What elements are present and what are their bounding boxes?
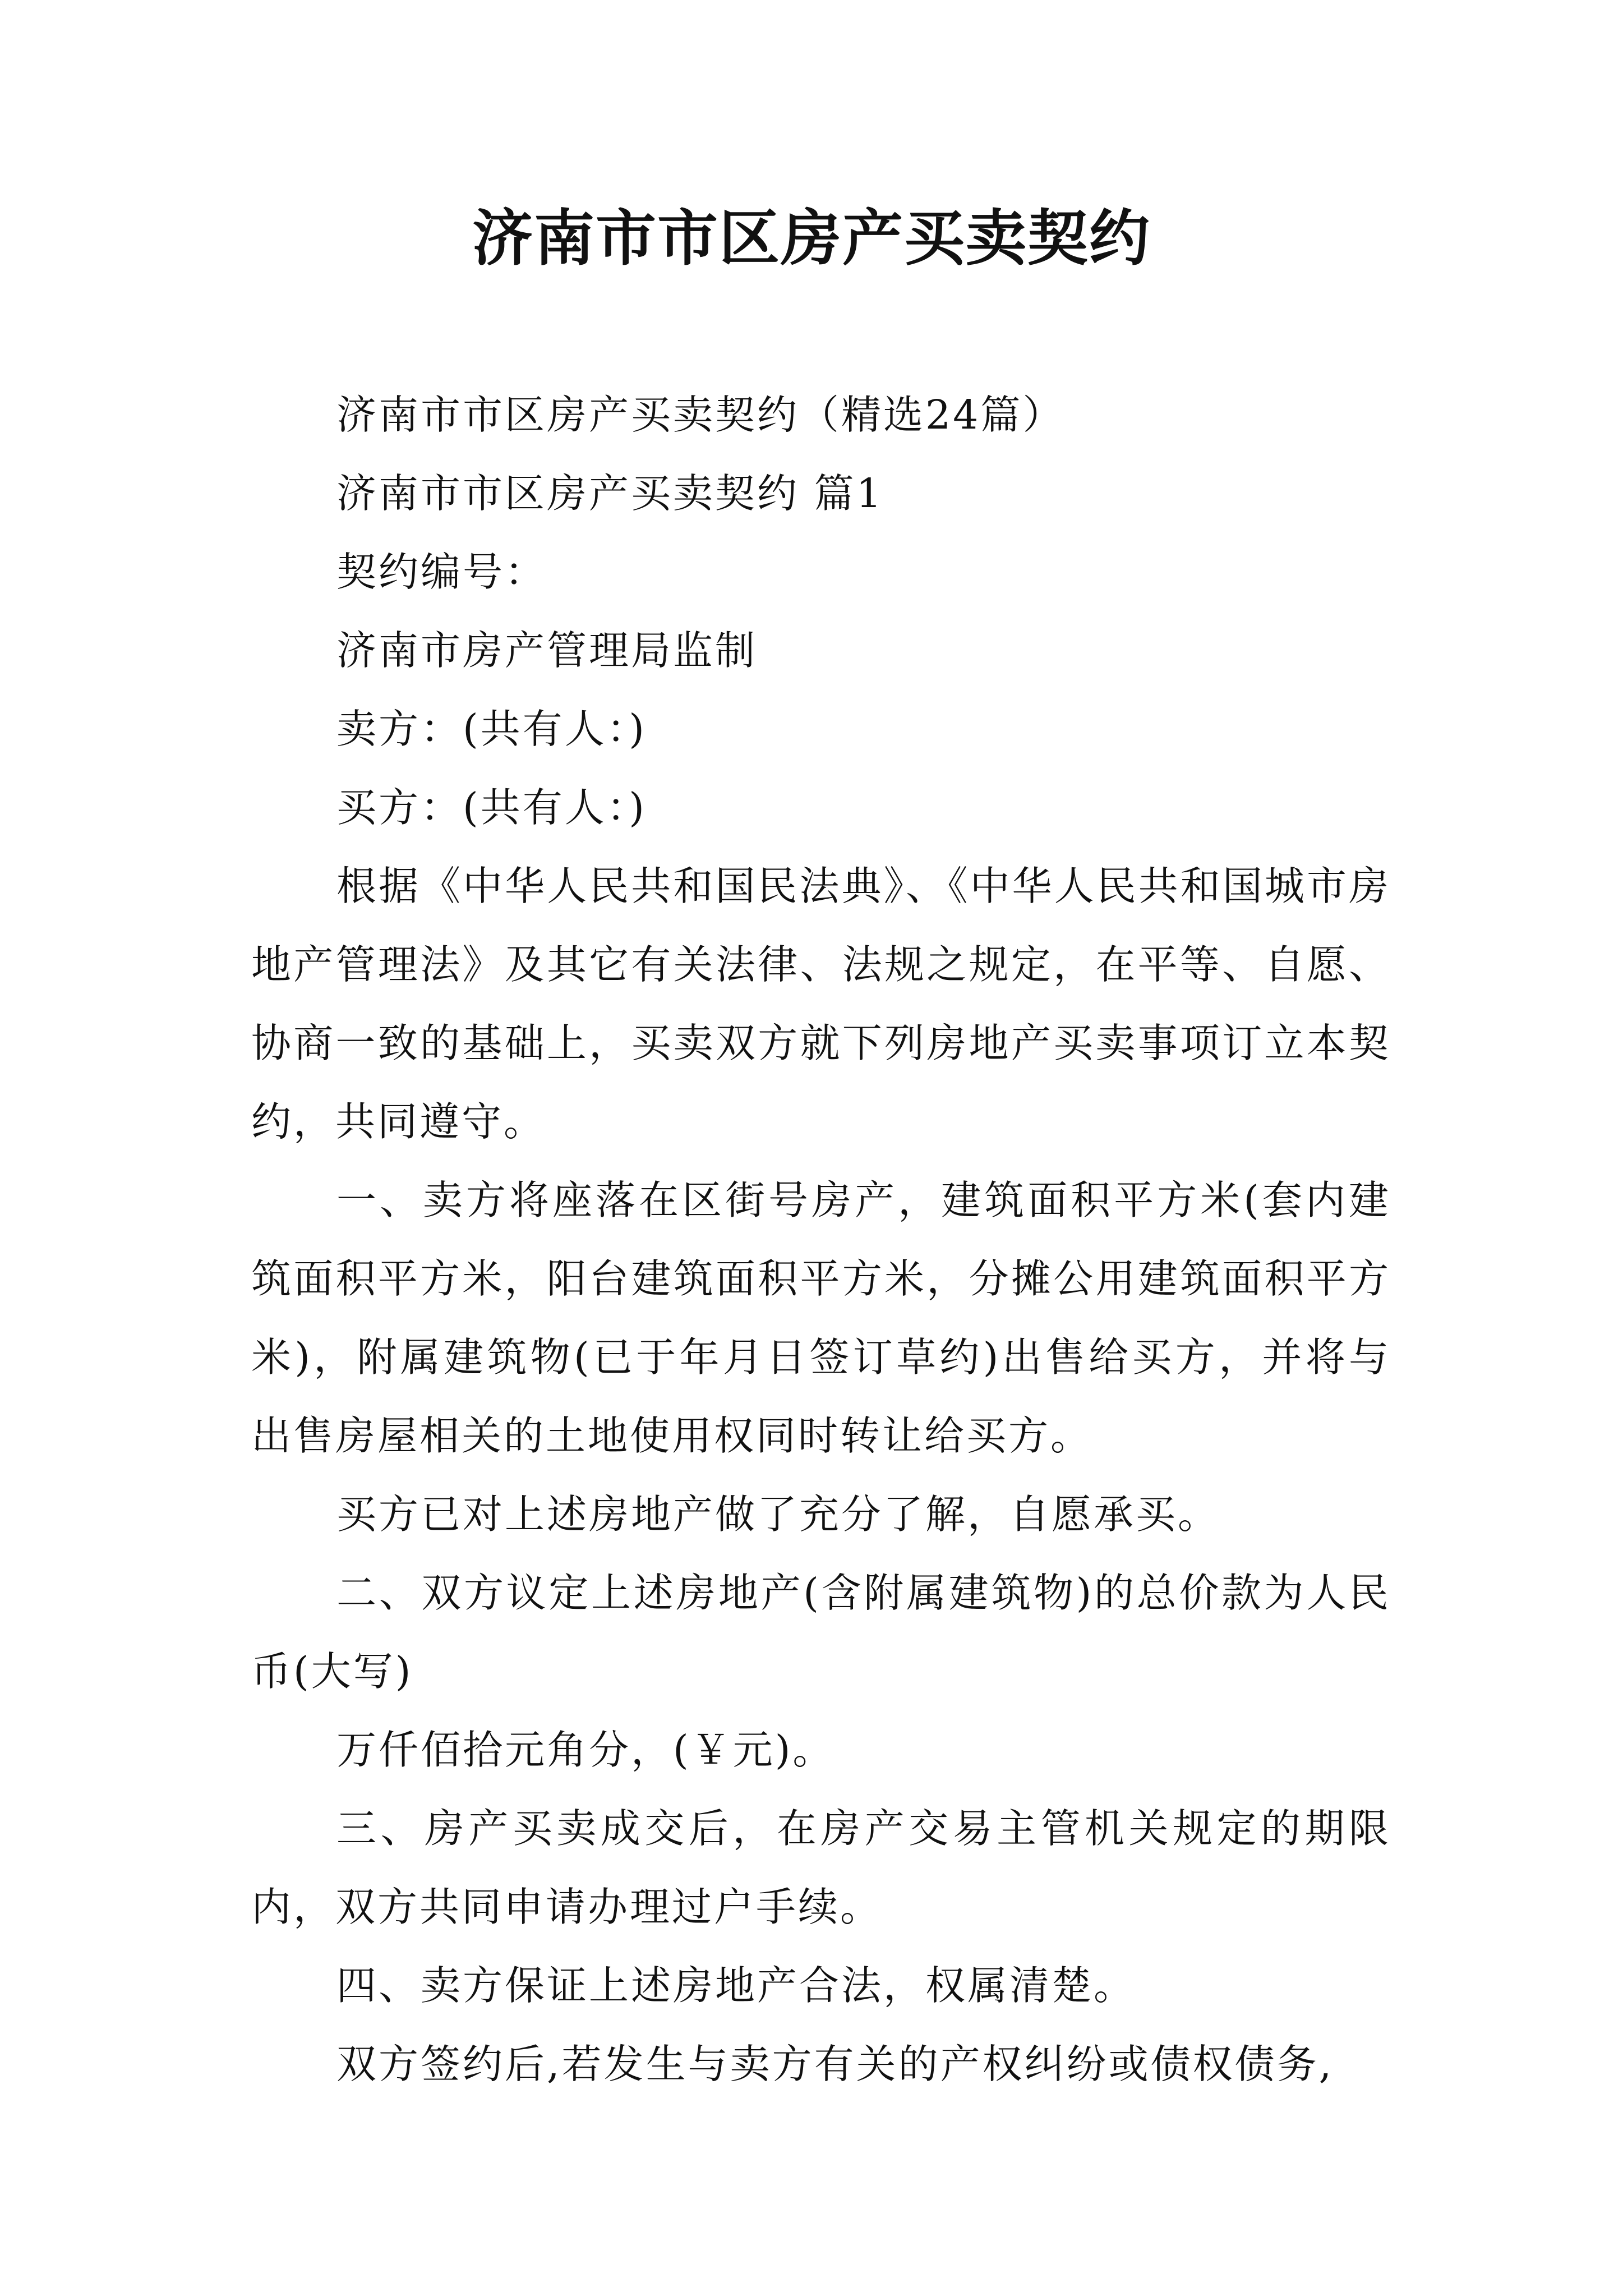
document-body: [251, 376, 1391, 2104]
paragraph-article-1: 一、卖方将座落在区街号房产，建筑面积平方米(套内建筑面积平方米，阳台建筑面积平方米，分摊公用建筑面积平方米)，附属建筑物(已于年月日签订草约)出售给买方，并将与出售房屋相关的土地使用权同时转让给买方。: [251, 1177, 1391, 1459]
paragraph-collection-title: 济南市市区房产买卖契约（精选24篇）: [336, 392, 1065, 438]
document-title: 济南市市区房产买卖契约: [472, 203, 1151, 274]
paragraph-article-4: 四、卖方保证上述房地产合法，权属清楚。: [336, 1962, 1136, 2009]
paragraph-article-3: 三、房产买卖成交后，在房产交易主管机关规定的期限内，双方共同申请办理过户手续。: [251, 1805, 1391, 1930]
paragraph-seller: 卖方：(共有人：): [336, 706, 647, 752]
paragraph-supervisor: 济南市房产管理局监制: [336, 627, 758, 674]
paragraph-buyer-acknowledgement: 买方已对上述房地产做了充分了解，自愿承买。: [336, 1491, 1220, 1538]
paragraph-legal-basis: 根据《中华人民共和国民法典》、《中华人民共和国城市房地产管理法》及其它有关法律、法规之规定，在平等、自愿、协商一致的基础上，买卖双方就下列房地产买卖事项订立本契约，共同遵守。: [251, 863, 1391, 1145]
paragraph-article-2: 二、双方议定上述房地产(含附属建筑物)的总价款为人民币(大写): [251, 1570, 1391, 1695]
paragraph-contract-number: 契约编号：: [336, 549, 547, 595]
paragraph-chapter-heading: 济南市市区房产买卖契约 篇1: [336, 470, 884, 517]
paragraph-buyer: 买方：(共有人：): [336, 784, 647, 831]
paragraph-price-amount: 万仟佰拾元角分，(￥元)。: [336, 1727, 835, 1773]
paragraph-dispute-clause: 双方签约后,若发生与卖方有关的产权纠纷或债权债务,: [336, 2041, 1334, 2087]
